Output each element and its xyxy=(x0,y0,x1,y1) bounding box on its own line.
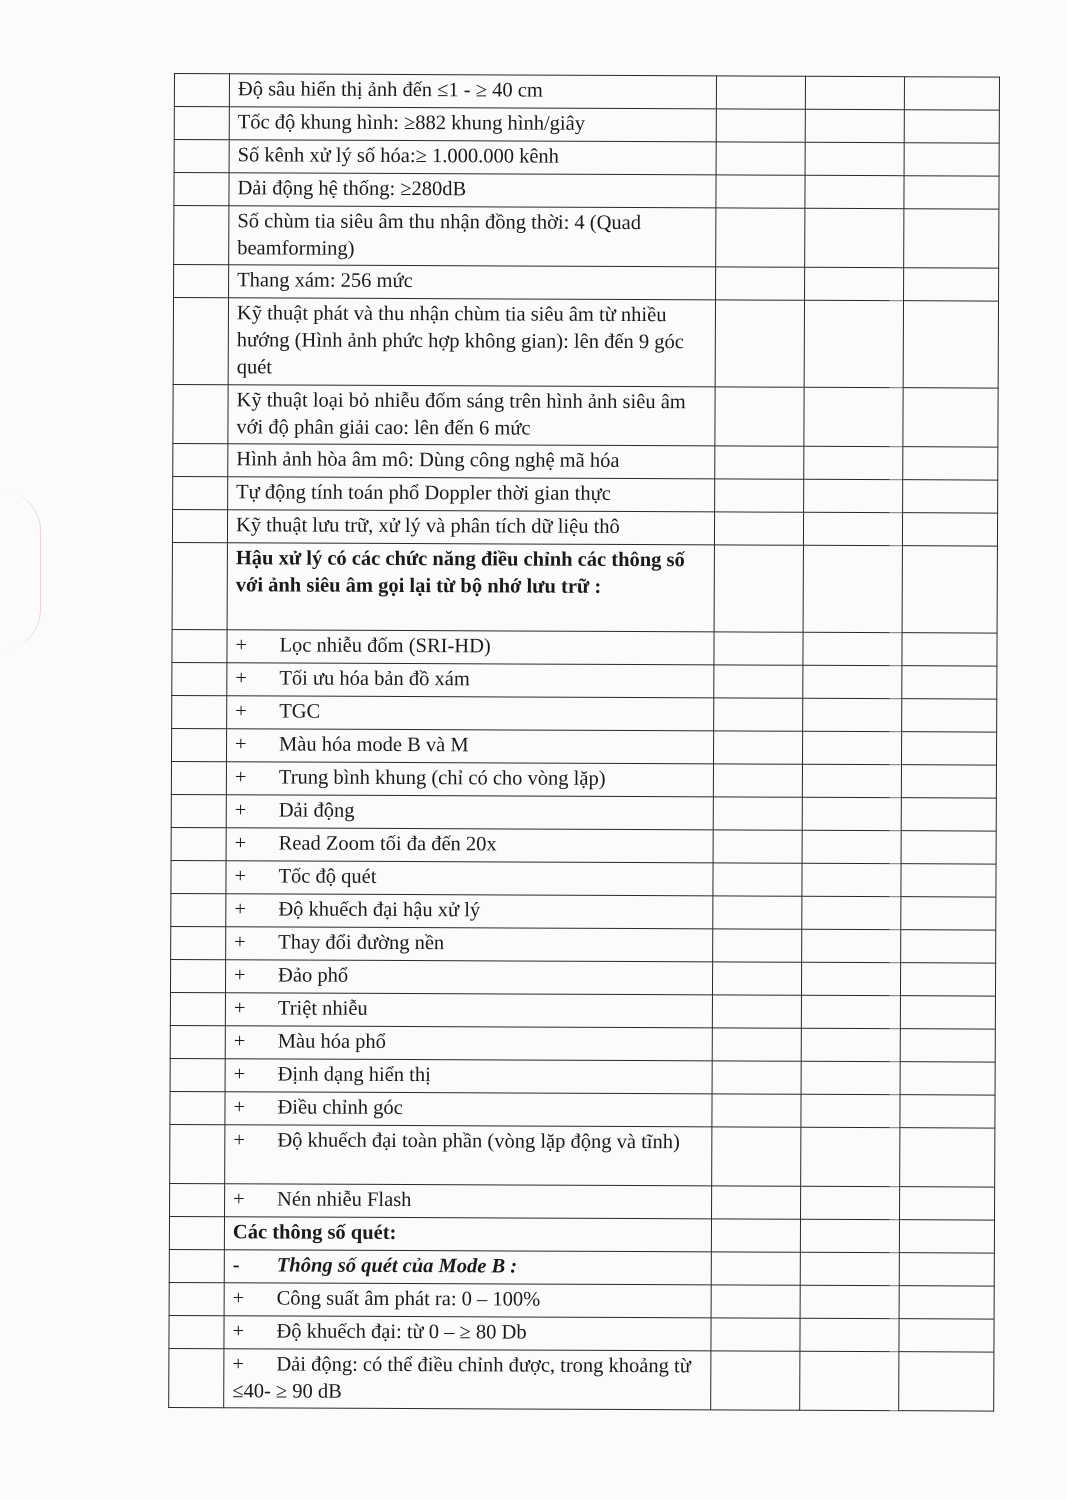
index-cell xyxy=(174,107,229,140)
table-row xyxy=(170,1025,995,1062)
spec-cell xyxy=(229,206,716,267)
note-cell xyxy=(901,831,996,864)
plus-marker: + xyxy=(233,1063,246,1086)
spec-cell xyxy=(226,729,713,764)
table-row xyxy=(171,860,996,897)
spec-text: Hậu xử lý có các chức năng điều chỉnh các thông số với ảnh siêu âm gọi lại từ bộ nhớ lưu trữ : xyxy=(235,547,685,598)
spec-cell xyxy=(226,927,713,962)
response-cell xyxy=(711,1219,800,1252)
table-row xyxy=(170,1091,995,1128)
spec-text: Độ khuếch đại hậu xử lý xyxy=(278,898,481,922)
note-cell xyxy=(900,1128,995,1187)
compliance-cell xyxy=(803,512,902,545)
compliance-cell xyxy=(805,208,904,267)
response-cell xyxy=(712,1094,801,1127)
table-row xyxy=(171,761,996,798)
note-cell xyxy=(901,930,996,963)
table-row xyxy=(170,1183,995,1220)
spec-text: Màu hóa phổ xyxy=(277,1030,387,1053)
note-cell xyxy=(904,268,999,301)
response-cell xyxy=(712,1186,801,1219)
compliance-cell xyxy=(801,1127,900,1186)
spec-text: Dải động hệ thống: ≥280dB xyxy=(237,177,467,201)
spec-cell xyxy=(228,298,715,387)
response-cell xyxy=(711,1318,800,1351)
response-cell xyxy=(716,175,805,208)
index-cell xyxy=(169,1315,224,1348)
spec-cell xyxy=(229,74,716,109)
compliance-cell xyxy=(801,1061,900,1094)
compliance-cell xyxy=(801,995,900,1028)
index-cell xyxy=(169,1282,224,1315)
response-cell xyxy=(715,479,804,512)
compliance-cell xyxy=(802,929,901,962)
spec-text: Kỹ thuật phát và thu nhận chùm tia siêu âm từ nhiều hướng (Hình ảnh phức hợp không gian): lên đến 9 góc quét xyxy=(236,302,684,379)
table-row xyxy=(171,728,996,765)
index-cell xyxy=(173,476,228,509)
plus-marker: + xyxy=(234,865,247,888)
plus-marker: + xyxy=(233,1096,246,1119)
response-cell xyxy=(715,446,804,479)
compliance-cell xyxy=(802,797,901,830)
response-cell xyxy=(711,1285,800,1318)
spec-text: Dải động: có thể điều chỉnh được, trong khoảng từ ≤40- ≥ 90 dB xyxy=(232,1353,691,1403)
compliance-cell xyxy=(803,665,902,698)
plus-marker: + xyxy=(234,799,247,822)
spec-cell xyxy=(224,1316,711,1351)
note-cell xyxy=(903,388,998,447)
spec-cell xyxy=(227,510,714,545)
compliance-cell xyxy=(801,1186,900,1219)
compliance-cell xyxy=(800,1285,899,1318)
response-cell xyxy=(713,830,802,863)
compliance-cell xyxy=(804,387,903,446)
note-cell xyxy=(902,633,997,666)
spec-text: Thông số quét của Mode B : xyxy=(276,1254,518,1278)
index-cell xyxy=(171,926,226,959)
index-cell xyxy=(171,761,226,794)
plus-marker: + xyxy=(235,634,248,657)
plus-marker: + xyxy=(234,964,246,987)
index-cell xyxy=(172,695,227,728)
plus-marker: + xyxy=(233,1188,245,1211)
index-cell xyxy=(174,173,229,206)
spec-text: Số kênh xử lý số hóa:≥ 1.000.000 kênh xyxy=(237,144,559,168)
response-cell xyxy=(714,698,803,731)
index-cell xyxy=(174,140,229,173)
compliance-cell xyxy=(801,1094,900,1127)
response-cell xyxy=(716,208,805,267)
table-row xyxy=(173,298,998,389)
response-cell xyxy=(713,764,802,797)
compliance-cell xyxy=(802,830,901,863)
index-cell xyxy=(173,298,228,385)
note-cell xyxy=(902,546,997,633)
note-cell xyxy=(901,897,996,930)
table-row xyxy=(169,1282,994,1319)
compliance-cell xyxy=(803,632,902,665)
compliance-cell xyxy=(800,1219,899,1252)
compliance-cell xyxy=(800,1252,899,1285)
note-cell xyxy=(899,1286,994,1319)
spec-cell xyxy=(224,1250,711,1285)
response-cell xyxy=(714,512,803,545)
note-cell xyxy=(900,1095,995,1128)
index-cell xyxy=(170,1091,225,1124)
table-row xyxy=(171,827,996,864)
index-cell xyxy=(171,860,226,893)
spec-text: Tốc độ quét xyxy=(278,865,377,888)
spec-cell xyxy=(225,1026,712,1061)
plus-marker: + xyxy=(232,1287,245,1310)
spec-text: Định dạng hiển thị xyxy=(277,1063,431,1087)
table-row xyxy=(174,107,999,144)
response-cell xyxy=(716,76,805,109)
index-cell xyxy=(173,384,228,443)
compliance-cell xyxy=(804,446,903,479)
table-row xyxy=(170,959,995,996)
plus-marker: + xyxy=(232,1353,244,1376)
compliance-cell xyxy=(803,698,902,731)
stamp-mark xyxy=(0,490,41,650)
table-row xyxy=(169,1315,994,1352)
response-cell xyxy=(712,995,801,1028)
response-cell xyxy=(714,665,803,698)
spec-cell xyxy=(228,385,715,446)
spec-text: Thay đổi đường nền xyxy=(278,931,445,955)
spec-text: Read Zoom tối đa đến 20x xyxy=(278,832,497,856)
note-cell xyxy=(901,798,996,831)
spec-cell xyxy=(226,795,713,830)
index-cell xyxy=(172,662,227,695)
note-cell xyxy=(900,1062,995,1095)
compliance-cell xyxy=(803,545,902,632)
spec-text: Kỹ thuật lưu trữ, xử lý và phân tích dữ liệu thô xyxy=(235,514,620,538)
spec-text: Độ khuếch đại toàn phần (vòng lặp động và tĩnh) xyxy=(277,1129,680,1154)
table-row xyxy=(169,1348,994,1411)
note-cell xyxy=(902,699,997,732)
index-cell xyxy=(172,629,227,662)
index-cell xyxy=(170,1124,225,1183)
plus-marker: + xyxy=(234,766,247,789)
plus-marker: + xyxy=(233,997,246,1020)
compliance-cell xyxy=(801,1028,900,1061)
plus-marker: + xyxy=(232,1320,245,1343)
spec-text: Công suất âm phát ra: 0 – 100% xyxy=(276,1287,541,1311)
note-cell xyxy=(899,1220,994,1253)
spec-text: TGC xyxy=(279,700,321,723)
compliance-cell xyxy=(802,764,901,797)
index-cell xyxy=(171,794,226,827)
spec-text: Đảo phổ xyxy=(278,964,349,987)
spec-cell xyxy=(224,1283,711,1318)
note-cell xyxy=(899,1352,994,1411)
spec-text: Các thông số quét: xyxy=(232,1221,397,1244)
spec-cell xyxy=(226,861,713,896)
spec-cell xyxy=(225,1092,712,1127)
response-cell xyxy=(716,142,805,175)
note-cell xyxy=(904,77,999,110)
spec-text: Độ sâu hiển thị ảnh đến ≤1 - ≥ 40 cm xyxy=(237,78,543,102)
spec-text: Nén nhiễu Flash xyxy=(277,1188,412,1212)
note-cell xyxy=(899,1253,994,1286)
spec-text: Kỹ thuật loại bỏ nhiễu đốm sáng trên hình ảnh siêu âm với độ phân giải cao: lên đến 6 mức xyxy=(236,389,686,440)
table-row xyxy=(173,443,998,480)
spec-cell xyxy=(227,543,714,632)
response-cell xyxy=(712,962,801,995)
compliance-cell xyxy=(805,175,904,208)
note-cell xyxy=(903,301,998,388)
spec-text: Tối ưu hóa bản đồ xám xyxy=(279,667,470,691)
spec-text: Màu hóa mode B và M xyxy=(279,733,469,757)
compliance-cell xyxy=(800,1318,899,1351)
note-cell xyxy=(901,864,996,897)
table-row xyxy=(174,140,999,177)
index-cell xyxy=(174,74,229,107)
compliance-cell xyxy=(802,863,901,896)
response-cell xyxy=(715,300,804,387)
compliance-cell xyxy=(802,731,901,764)
table-row xyxy=(174,206,999,269)
compliance-cell xyxy=(800,1351,899,1410)
index-cell xyxy=(172,542,227,629)
spec-text: Độ khuếch đại: từ 0 – ≥ 80 Db xyxy=(276,1320,527,1344)
response-cell xyxy=(711,1252,800,1285)
table-row xyxy=(170,1124,995,1187)
response-cell xyxy=(716,267,805,300)
response-cell xyxy=(712,1061,801,1094)
spec-cell xyxy=(229,107,716,142)
response-cell xyxy=(713,863,802,896)
spec-text: Lọc nhiễu đốm (SRI-HD) xyxy=(279,634,491,658)
table-row xyxy=(173,384,998,447)
index-cell xyxy=(173,443,228,476)
spec-cell xyxy=(225,1184,712,1219)
compliance-cell xyxy=(804,479,903,512)
spec-cell xyxy=(229,140,716,175)
dash-marker: - xyxy=(232,1254,240,1277)
response-cell xyxy=(715,387,804,446)
table-row xyxy=(172,629,997,666)
table-row xyxy=(170,992,995,1029)
table-row xyxy=(169,1249,994,1286)
note-cell xyxy=(903,480,998,513)
compliance-cell xyxy=(805,142,904,175)
table-row xyxy=(172,509,997,546)
table-row xyxy=(174,173,999,210)
spec-cell xyxy=(224,1217,711,1252)
note-cell xyxy=(901,765,996,798)
index-cell xyxy=(171,893,226,926)
index-cell xyxy=(174,265,229,298)
table-row xyxy=(171,926,996,963)
index-cell xyxy=(170,1183,225,1216)
compliance-cell xyxy=(805,76,904,109)
compliance-cell xyxy=(805,109,904,142)
response-cell xyxy=(716,109,805,142)
spec-cell xyxy=(227,696,714,731)
response-cell xyxy=(714,632,803,665)
response-cell xyxy=(712,1028,801,1061)
spec-cell xyxy=(225,1059,712,1094)
index-cell xyxy=(171,728,226,761)
note-cell xyxy=(901,732,996,765)
spec-text: Trung bình khung (chỉ có cho vòng lặp) xyxy=(278,766,606,790)
note-cell xyxy=(900,1187,995,1220)
spec-text: Tự động tính toán phổ Doppler thời gian thực xyxy=(236,481,611,505)
response-cell xyxy=(711,1351,800,1410)
response-cell xyxy=(713,896,802,929)
plus-marker: + xyxy=(234,832,247,855)
table-row xyxy=(173,476,998,513)
response-cell xyxy=(714,545,803,632)
plus-marker: + xyxy=(234,931,246,954)
index-cell xyxy=(169,1249,224,1282)
spec-cell xyxy=(228,444,715,479)
compliance-cell xyxy=(804,300,903,387)
plus-marker: + xyxy=(235,700,247,723)
table-row xyxy=(172,542,997,633)
spec-text: Dải động xyxy=(278,799,355,822)
spec-cell xyxy=(225,993,712,1028)
response-cell xyxy=(713,797,802,830)
compliance-cell xyxy=(802,896,901,929)
table-row xyxy=(174,74,999,111)
spec-cell xyxy=(224,1349,711,1410)
response-cell xyxy=(713,929,802,962)
spec-cell xyxy=(229,173,716,208)
table-row xyxy=(169,1216,994,1253)
note-cell xyxy=(904,209,999,268)
index-cell xyxy=(170,959,225,992)
response-cell xyxy=(712,1127,801,1186)
spec-cell xyxy=(226,894,713,929)
spec-cell xyxy=(226,762,713,797)
index-cell xyxy=(170,1058,225,1091)
note-cell xyxy=(904,110,999,143)
index-cell xyxy=(170,992,225,1025)
note-cell xyxy=(902,666,997,699)
index-cell xyxy=(169,1216,224,1249)
index-cell xyxy=(170,1025,225,1058)
spec-cell xyxy=(225,960,712,995)
plus-marker: + xyxy=(235,733,247,756)
table-row xyxy=(174,265,999,302)
spec-cell xyxy=(228,477,715,512)
spec-text: Hình ảnh hòa âm mô: Dùng công nghệ mã hóa xyxy=(236,448,620,472)
plus-marker: + xyxy=(233,1030,246,1053)
specification-table-body xyxy=(169,74,1000,1412)
note-cell xyxy=(903,447,998,480)
compliance-cell xyxy=(801,962,900,995)
note-cell xyxy=(900,1029,995,1062)
specification-table xyxy=(168,73,1000,1412)
spec-text: Số chùm tia siêu âm thu nhận đồng thời: 4 (Quad beamforming) xyxy=(237,210,642,260)
plus-marker: + xyxy=(235,667,247,690)
spec-text: Thang xám: 256 mức xyxy=(237,269,413,293)
table-row xyxy=(172,662,997,699)
note-cell xyxy=(900,963,995,996)
index-cell xyxy=(171,827,226,860)
plus-marker: + xyxy=(234,898,246,921)
note-cell xyxy=(904,143,999,176)
note-cell xyxy=(902,513,997,546)
spec-text: Điều chỉnh góc xyxy=(277,1096,403,1120)
spec-cell xyxy=(227,630,714,665)
spec-cell xyxy=(226,828,713,863)
index-cell xyxy=(172,509,227,542)
spec-text: Triệt nhiễu xyxy=(277,997,368,1020)
table-row xyxy=(170,1058,995,1095)
index-cell xyxy=(169,1348,224,1407)
plus-marker: + xyxy=(233,1129,245,1152)
note-cell xyxy=(899,1319,994,1352)
table-row xyxy=(171,893,996,930)
spec-cell xyxy=(227,663,714,698)
spec-cell xyxy=(225,1125,712,1186)
spec-cell xyxy=(229,265,716,300)
compliance-cell xyxy=(805,267,904,300)
table-row xyxy=(172,695,997,732)
response-cell xyxy=(713,731,802,764)
table-row xyxy=(171,794,996,831)
index-cell xyxy=(174,206,229,265)
note-cell xyxy=(900,996,995,1029)
note-cell xyxy=(904,176,999,209)
spec-text: Tốc độ khung hình: ≥882 khung hình/giây xyxy=(237,111,586,135)
